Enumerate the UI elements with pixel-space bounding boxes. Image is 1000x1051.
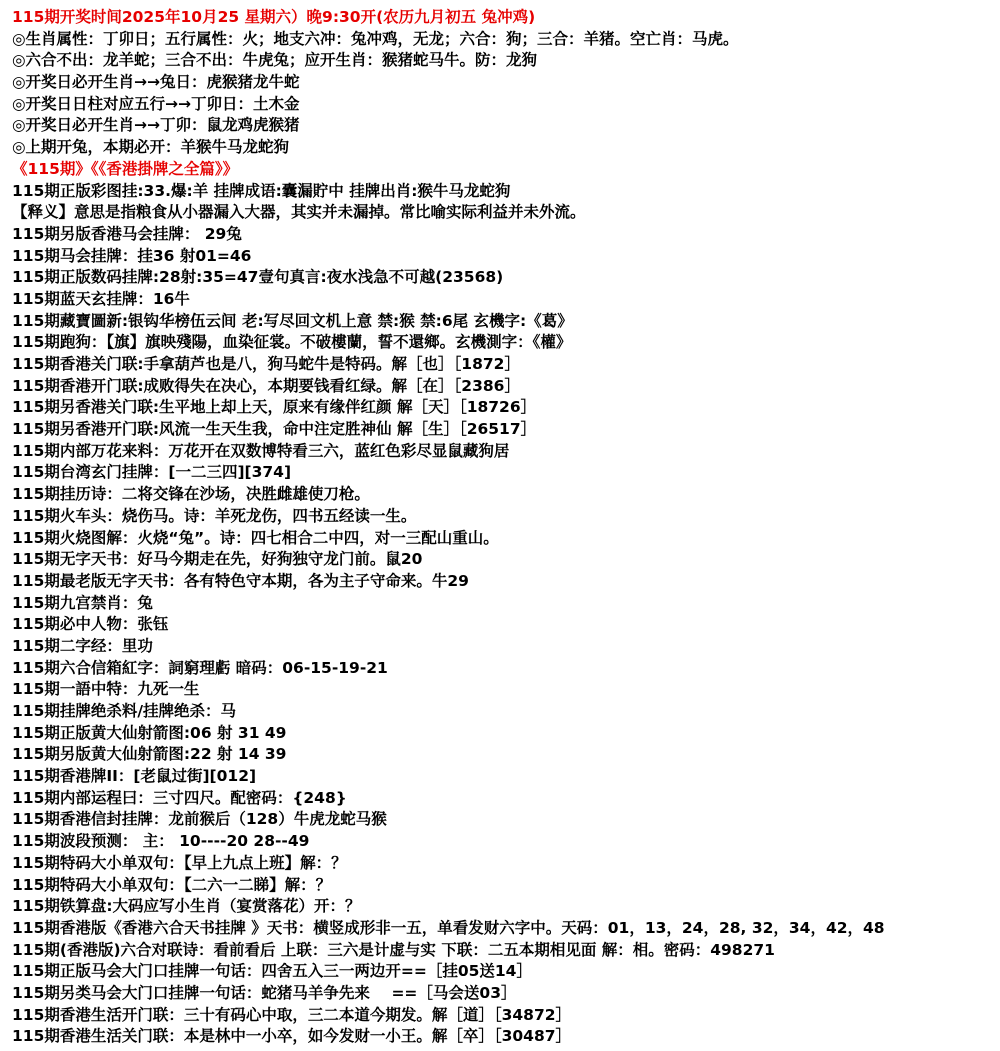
text-line: 115期正版黄大仙射箭图:06 射 31 49 [12,723,287,742]
text-line: 115期一語中特：九死一生 [12,680,200,699]
text-line: 115期台湾玄门挂牌：[一二三四][374] [12,463,292,482]
text-line: 115期香港生活开门联：三十有码心中取，三二本道今期发。解［道］［34872］ [12,1005,572,1024]
text-line: 115期另香港关门联:生平地上却上天，原来有缘伴红颜 解［天］［18726］ [12,398,537,417]
text-line: 115期内部运程曰：三寸四尺。配密码：{248} [12,788,347,807]
text-line: 115期蓝天玄挂牌：16牛 [12,289,190,308]
text-line: 115期跑狗：【旗】旗映殘陽，血染征裳。不破樓蘭，誓不還鄉。玄機測字：《權》 [12,333,572,352]
text-line: 115期藏寶圖新:银钩华榜伍云间 老:写尽回文机上意 禁:猴 禁:6尾 玄機字:《葛》 [12,311,573,330]
text-line: ◎六合不出：龙羊蛇；三合不出：牛虎兔；应开生肖：猴猪蛇马牛。防：龙狗 [12,51,538,70]
text-line: 115期另香港开门联:风流一生天生我，命中注定胜神仙 解［生］［26517］ [12,420,537,439]
text-line: 115期香港关门联:手拿葫芦也是八，狗马蛇牛是特码。解［也］［1872］ [12,355,520,373]
text-line: 115期另版香港马会挂牌： 29兔 [12,224,242,243]
text-line: 115期香港开门联:成败得失在决心，本期要钱看红绿。解［在］［2386］ [12,376,520,395]
text-line: 《115期》《《香港掛牌之全篇》》 [12,159,239,178]
text-line: 115期正版彩图挂:33.爆:羊 挂牌成语:囊漏貯中 挂牌出肖:猴牛马龙蛇狗 [12,181,511,200]
text-line: 115期正版数码挂牌:28射:35=47壹句真言:夜水浅急不可越(23568) [12,268,504,287]
text-line: 115期香港信封挂牌：龙前猴后（128）牛虎龙蛇马猴 [12,810,387,829]
text-line: 115期香港生活关门联：本是林中一小卒，如今发财一小王。解［卒］［30487］ [12,1027,572,1046]
text-line: 115期马会挂牌：挂36 射01=46 [12,246,252,265]
text-line: 115期特码大小单双句：【二六一二睇】解：？ [12,875,332,894]
text-line: 115期必中人物：张钰 [12,615,169,634]
text-line: 115期另类马会大门口挂牌一句话：蛇猪马羊争先来 ==［马会送03］ [12,983,517,1002]
text-line: 115期波段预测： 主： 10----20 28--49 [12,832,310,851]
text-line: 115期无字天书：好马今期走在先，好狗独守龙门前。鼠20 [12,550,423,569]
text-line: 115期香港牌II：[老鼠过街][012] [12,767,257,786]
text-line: 115期最老版无字天书：各有特色守本期，各为主子守命来。牛29 [12,571,469,590]
text-line: ◎生肖属性：丁卯日；五行属性：火；地支六冲：兔冲鸡，无龙；六合：狗；三合：羊猪。空亡肖：马虎。 [12,29,739,48]
text-line: 115期香港版《香港六合天书挂牌 》天书：横竖成形非一五，单看发财六字中。天码：01，13，24，28, 32，34，42，48 [12,918,885,937]
text-line: 115期铁算盘:大码应写小生肖（宴赏落花）开：？ [12,897,361,916]
text-lines-container [12,7,996,1048]
text-line: 115期二字经：里功 [12,636,153,655]
text-line: 115期六合信箱紅字：詞窮理虧 暗码：06-15-19-21 [12,658,388,677]
text-line: 115期火烧图解：火烧“兔”。诗：四七相合二中四，对一三配山重山。 [12,528,499,547]
text-line: 115期火车头：烧伤马。诗：羊死龙伤，四书五经读一生。 [12,506,417,525]
text-line: ◎开奖日必开生肖→→兔日：虎猴猪龙牛蛇 [12,73,300,92]
text-line: ◎开奖日必开生肖→→丁卯：鼠龙鸡虎猴猪 [12,116,300,135]
text-line: 115期特码大小单双句：【早上九点上班】解：？ [12,853,347,872]
text-line: 115期内部万花来料：万花开在双数博特看三六，蓝红色彩尽显鼠藏狗居 [12,441,510,460]
text-line: 115期开奖时间2025年10月25 星期六）晚9:30开(农历九月初五 兔冲鸡) [12,8,536,26]
text-line: ◎开奖日日柱对应五行→→丁卯日：土木金 [12,94,300,113]
text-line: 115期挂牌绝杀料/挂牌绝杀：马 [12,702,237,720]
text-line: ◎上期开兔，本期必开：羊猴牛马龙蛇狗 [12,138,290,157]
text-line: 115期另版黄大仙射箭图:22 射 14 39 [12,745,287,764]
text-line: 115期九宫禁肖：兔 [12,593,153,612]
text-line: 115期正版马会大门口挂牌一句话：四舍五入三一两边开==［挂05送14］ [12,962,532,981]
text-line: 115期挂历诗：二将交锋在沙场，决胜雌雄使刀枪。 [12,485,370,504]
text-line: 115期(香港版)六合对联诗：看前看后 上联：三六是计虚与实 下联：二五本期相见面 解：相。密码：498271 [12,940,775,959]
text-line: 【释义】意思是指粮食从小器漏入大器，其实并未漏掉。常比喻实际利益并未外流。 [12,203,586,222]
